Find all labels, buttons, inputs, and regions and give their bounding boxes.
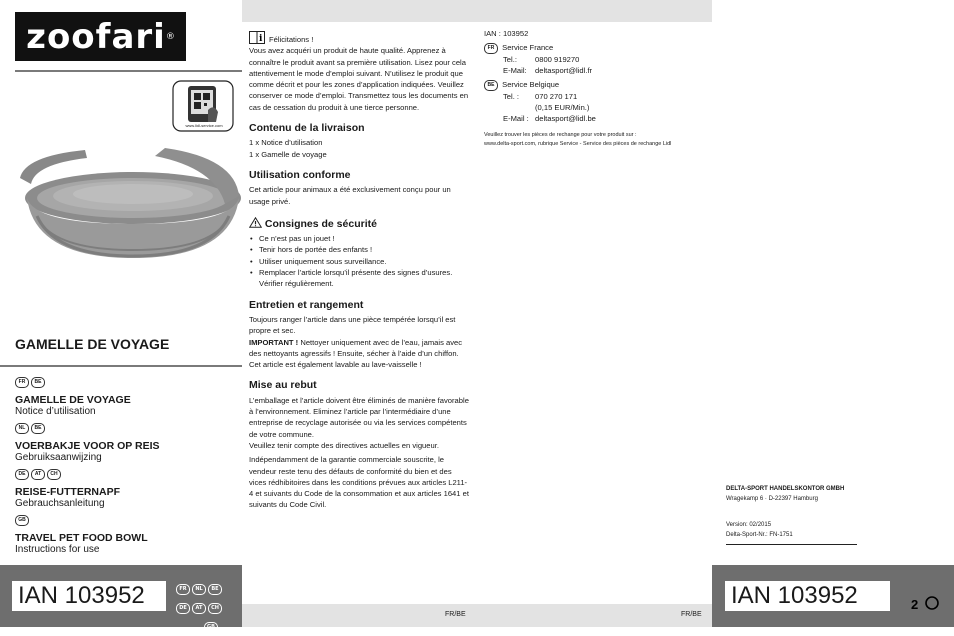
country-badge: FR [484,43,498,54]
list-item: • Tenir hors de portée des enfants ! [259,244,471,255]
country-badge: AT [31,469,45,480]
france-tel [484,54,706,65]
country-badge: NL [15,423,29,434]
mail-address: deltasport@lidl.be [535,114,596,124]
important-label: IMPORTANT ! [249,337,299,347]
footer-badges [176,579,232,636]
mail-label: E-Mail: [503,66,527,76]
manual-book-icon [249,31,265,44]
list-item: • Utiliser uniquement sous surveillance. [259,256,471,267]
language-subtitle: Gebruiksaanwijzing [15,452,102,463]
company-address: Wragekamp 6 · D-22397 Hamburg [726,496,818,502]
page-header-bar [242,0,712,22]
delta-number: Delta-Sport-Nr.: FN-1751 [726,532,793,538]
service-france [484,42,706,54]
country-badge: BE [31,423,45,434]
warning-icon [249,217,262,228]
company-info [726,484,926,540]
contents-item: 1 x Gamelle de voyage [249,149,327,159]
country-badge: GB [15,515,29,526]
country-badge: DE [15,469,29,480]
language-title: GAMELLE DE VOYAGE [15,394,131,406]
country-badge: BE [208,584,222,595]
use-text: Cet article pour animaux a été exclusivement conçu pour un usage privé. [249,185,451,206]
divider [726,544,857,545]
intro-paragraph [249,31,471,113]
country-badge: GB [204,622,218,633]
country-badge: BE [484,80,498,91]
divider [15,70,242,72]
tel-label: Tel. : [503,91,520,101]
france-title: Service France [502,43,554,53]
qr-caption: www.lidl-service.com [185,123,223,128]
parts-url: www.delta-sport.com, rubrique Service - Service des pièces de rechange Lidl [484,140,672,147]
language-entry [15,420,235,463]
country-badge: AT [192,603,206,614]
country-badge: NL [192,584,206,595]
language-title: REISE-FUTTERNAPF [15,486,120,498]
qr-badge [172,80,234,132]
disposal-text: Indépendamment de la garantie commerciale souscrite, le vendeur reste tenu des défauts de conformité du bien et des vices rédhibitoires dans les conditions prévues aux articles L211-4 et suivants du Code de la consommation et aux articles 1641 et suivants du Code Civil. [249,455,469,510]
manual-column [249,31,471,511]
ian-number: IAN 103952 [725,581,890,611]
language-entry [15,374,235,417]
country-badge: BE [31,377,45,388]
contents-item: 1 x Notice d’utilisation [249,138,323,148]
country-badge: CH [47,469,61,480]
tel-label: Tel.: [503,54,517,64]
disposal-text: L’emballage et l’article doivent être éliminés de manière favorable à l’environnement. Eliminez l’article par l’intermédiaire d’une entreprise de recyclage autorisée ou via les services compétents de votre commune. [249,395,469,439]
intro-greeting: Félicitations ! [269,35,314,44]
service-belgium [484,79,706,91]
language-subtitle: Gebrauchsanleitung [15,498,105,509]
company-name: DELTA-SPORT HANDELSKONTOR GMBH [726,486,845,492]
language-subtitle: Notice d’utilisation [15,406,96,417]
section-heading-safety [249,217,471,230]
intro-text: Vous avez acquéri un produit de haute qualité. Apprenez à connaître le produit avant sa première utilisation. Lisez pour cela attentivement le mode d’emploi suivant. N’utilisez le produit que comme décrit et pour les zones d’application indiquées. Veuillez conserver ce mode d’emploi. Transmettez tous les documents en cas de cessation du produit à une tierce personne. [249,46,469,112]
belgium-title: Service Belgique [502,80,560,90]
footer-label-right: FR/BE [681,611,702,618]
section-heading-disposal: Mise au rebut [249,379,317,392]
version: Version: 02/2015 [726,522,772,528]
section-heading-contents: Contenu de la livraison [249,122,365,135]
service-column [484,28,706,149]
list-item: • Remplacer l’article lorsqu’il présente des signes d’usures. Vérifier régulièrement. [259,267,471,290]
mail-label: E-Mail : [503,114,529,124]
product-title: GAMELLE DE VOYAGE [15,336,170,352]
tel-number: 0800 919270 [535,54,580,64]
tel-number: 070 270 171 [535,91,578,101]
important-text: Nettoyer uniquement avec de l’eau, jamais avec des nettoyants agressifs ! Ensuite, sécher à l’aide d’un chiffon. Cet article est également lavable au lave-vaisselle ! [249,337,463,370]
care-important [249,337,471,371]
divider [0,365,242,367]
brand-logo [15,12,186,61]
mail-address: deltasport@lidl.fr [535,66,593,76]
belgium-tel [484,91,706,102]
language-entry [15,512,235,555]
country-badge: FR [176,584,190,595]
country-badge: DE [176,603,190,614]
section-heading-use: Utilisation conforme [249,168,351,181]
ian-number: IAN 103952 [12,581,166,611]
care-text: Toujours ranger l’article dans une pièce tempérée lorsqu’il est propre et sec. [249,314,456,336]
back-footer [712,565,954,627]
cover-footer [0,565,242,630]
safety-title: Consignes de sécurité [264,217,377,230]
country-badge: FR [15,377,29,388]
list-item: • Ce n’est pas un jouet ! [259,233,471,244]
belgium-mail [484,113,706,124]
page-number: 2 [911,597,919,612]
service-ian: IAN : 103952 [484,29,529,38]
parts-note: Veuillez trouver les pièces de rechange pour votre produit sur : [484,131,637,138]
disposal-text: Veuillez tenir compte des directives actuelles en vigueur. [249,440,439,450]
language-subtitle: Instructions for use [15,544,100,555]
language-entry [15,466,235,509]
svg-text:i: i [259,34,263,44]
language-list [15,374,235,558]
logo-text: zoofari [26,16,166,57]
logo-registered-mark: ® [165,31,175,42]
france-mail [484,65,706,76]
language-title: VOERBAKJE VOOR OP REIS [15,440,160,452]
footer-label-left: FR/BE [445,611,466,618]
safety-list [249,233,471,289]
belgium-price: (0,15 EUR/Min.) [535,103,590,113]
language-title: TRAVEL PET FOOD BOWL [15,532,148,544]
section-heading-care: Entretien et rangement [249,298,364,311]
product-image-bowl [15,138,242,278]
country-badge: CH [208,603,222,614]
page-footer-bar [242,604,712,627]
circle-icon [924,595,940,611]
